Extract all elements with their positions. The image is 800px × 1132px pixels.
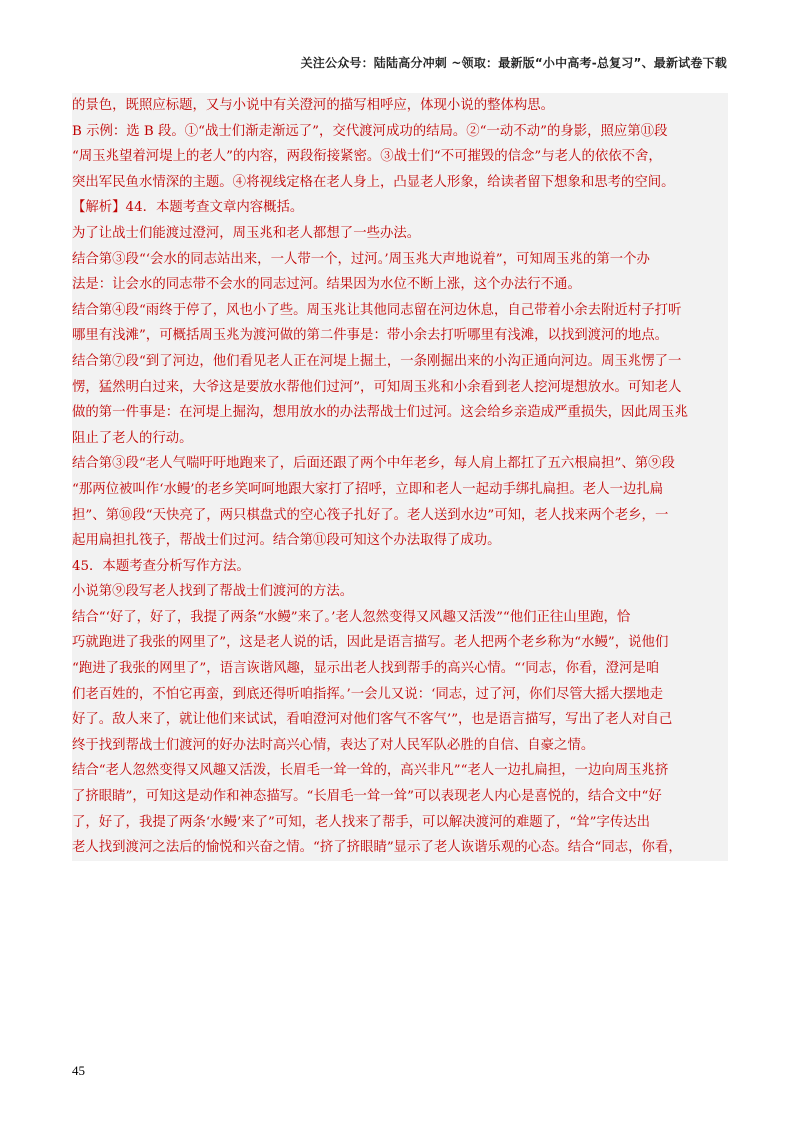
answer-text-block — [72, 93, 728, 861]
text-line: “跑进了我张的网里了”，语言诙谐风趣，显示出老人找到帮手的高兴心情。“‘同志，你看，澄河是咱 — [72, 661, 660, 677]
text-line: 了，好了，我提了两条‘水鳗’来了”可知，老人找来了帮手，可以解决渡河的难题了，“耸”字传达出 — [72, 814, 651, 830]
text-line: 老人找到渡河之法后的愉悦和兴奋之情。“挤了挤眼睛”显示了老人诙谐乐观的心态。结合“同志，你看， — [72, 840, 682, 856]
text-line: 结合“老人忽然变得又风趣又活泼，长眉毛一耸一耸的，高兴非凡”“老人一边扎扁担，一边向周玉兆挤 — [72, 763, 669, 779]
text-line: B 示例：选 B 段。①“战士们渐走渐远了”，交代渡河成功的结局。②“一动不动”的身影，照应第⑪段 — [72, 123, 668, 139]
text-line: 结合第③段“‘会水的同志站出来，一人带一个，过河。’周玉兆大声地说着”，可知周玉兆的第一个办 — [72, 251, 650, 267]
text-line: 们老百姓的，不怕它再蛮，到底还得听咱指挥。’一会儿又说：‘同志，过了河，你们尽管大摇大摆地走 — [72, 686, 663, 702]
page-header: 关注公众号：陆陆高分冲刺 ~领取：最新版“小中高考-总复习”、最新试卷下载 — [300, 56, 727, 70]
text-line: 起用扁担扎筏子，帮战士们过河。结合第⑪段可知这个办法取得了成功。 — [72, 533, 501, 549]
text-line: 的景色，既照应标题，又与小说中有关澄河的描写相呼应，体现小说的整体构思。 — [72, 98, 555, 113]
text-line: 45．本题考查分析写作方法。 — [72, 558, 250, 574]
text-line: 结合第⑦段“到了河边，他们看见老人正在河堤上掘土，一条刚掘出来的小沟正通向河边。周玉兆愣了一 — [72, 353, 682, 369]
text-line: “周玉兆望着河堤上的老人”的内容，两段衔接紧密。③战士们“不可摧毁的信念”与老人的依依不舍， — [72, 149, 662, 165]
text-line: 巧就跑进了我张的网里了”，这是老人说的话，因此是语言描写。老人把两个老乡称为“水鳗”，说他们 — [72, 635, 669, 651]
text-line: 突出军民鱼水情深的主题。④将视线定格在老人身上，凸显老人形象，给读者留下想象和思考的空间。 — [72, 174, 675, 190]
text-line: 做的第一件事是：在河堤上掘沟，想用放水的办法帮战士们过河。这会给乡亲造成严重损失，因此周玉兆 — [72, 405, 688, 421]
text-line: 结合“‘好了，好了，我提了两条“水鳗”来了。’老人忽然变得又风趣又活泼”“他们正往山里跑，恰 — [72, 609, 631, 625]
text-line: 【解析】44．本题考查文章内容概括。 — [72, 200, 304, 216]
text-line: 结合第③段“老人气喘吁吁地跑来了，后面还跟了两个中年老乡，每人肩上都扛了五六根扁担”、第⑨段 — [72, 456, 675, 472]
text-line: 了挤眼睛”，可知这是动作和神态描写。“长眉毛一耸一耸”可以表现老人内心是喜悦的，结合文中“好 — [72, 789, 662, 805]
text-line: 愣，猛然明白过来，大爷这是要放水帮他们过河”，可知周玉兆和小余看到老人挖河堤想放水。可知老人 — [72, 379, 682, 395]
page-number: 45 — [72, 1063, 85, 1078]
text-line: 阻止了老人的行动。 — [72, 430, 193, 446]
text-line: 哪里有浅滩”，可概括周玉兆为渡河做的第二件事是：带小余去打听哪里有浅滩，以找到渡河的地点。 — [72, 328, 669, 344]
text-line: 担”、第⑩段“天快亮了，两只棋盘式的空心筏子扎好了。老人送到水边”可知，老人找来两个老乡，一 — [72, 507, 669, 523]
text-line: 小说第⑨段写老人找到了帮战士们渡河的方法。 — [72, 584, 354, 600]
text-line: 法是：让会水的同志带不会水的同志过河。结果因为水位不断上涨，这个办法行不通。 — [72, 277, 581, 293]
text-line: 结合第④段“雨终于停了，风也小了些。周玉兆让其他同志留在河边休息，自己带着小余去附近村子打听 — [72, 302, 682, 318]
text-line: 好了。敌人来了，就让他们来试试，看咱澄河对他们客气不客气’”，也是语言描写，写出了老人对自己 — [72, 712, 673, 728]
text-line: 终于找到帮战士们渡河的好办法时高兴心情，表达了对人民军队必胜的自信、自豪之情。 — [72, 737, 595, 753]
text-line: “那两位被叫作‘水鳗’的老乡笑呵呵地跟大家打了招呼，立即和老人一起动手绑扎扁担。老人一边扎扁 — [72, 481, 664, 497]
text-line: 为了让战士们能渡过澄河，周玉兆和老人都想了一些办法。 — [72, 225, 421, 241]
